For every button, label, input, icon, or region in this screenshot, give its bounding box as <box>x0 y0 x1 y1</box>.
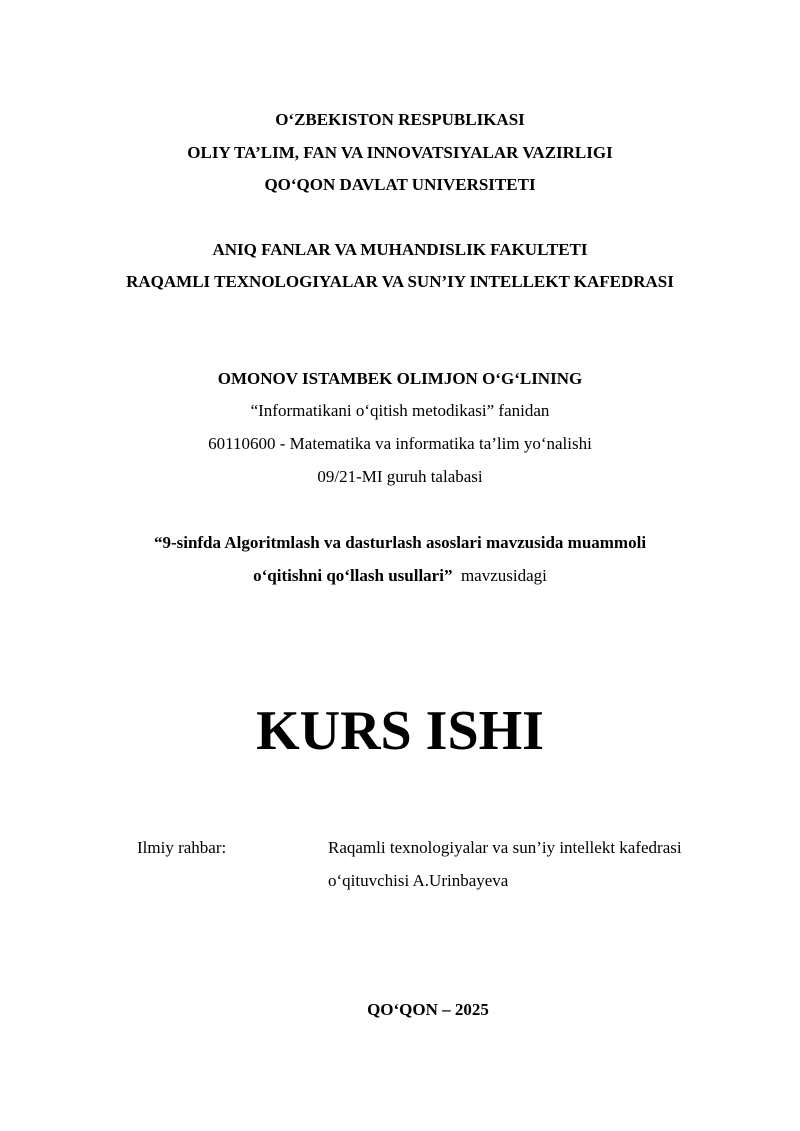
supervisor-line-1: Raqamli texnologiyalar va sun’iy intellekt kafedrasi <box>328 838 682 857</box>
student-group: 09/21-MI guruh talabasi <box>317 467 483 486</box>
student-subject: “Informatikani o‘qitish metodikasi” fanidan <box>250 401 550 420</box>
ministry-heading-line-2: OLIY TA’LIM, FAN VA INNOVATSIYALAR VAZIRLIGI <box>187 143 613 162</box>
department-name: RAQAMLI TEXNOLOGIYALAR VA SUN’IY INTELLEKT KAFEDRASI <box>126 272 674 291</box>
student-name: OMONOV ISTAMBEK OLIMJON O‘G‘LINING <box>217 369 583 388</box>
place-and-year: QO‘QON – 2025 <box>367 1000 489 1019</box>
topic-line-2 <box>0 566 800 586</box>
ministry-heading-line-1: O‘ZBEKISTON RESPUBLIKASI <box>275 110 525 129</box>
faculty-name: ANIQ FANLAR VA MUHANDISLIK FAKULTETI <box>212 240 588 259</box>
topic-line-2-suffix: mavzusidagi <box>460 566 547 585</box>
supervisor-line-2: o‘qituvchisi A.Urinbayeva <box>328 871 509 890</box>
document-title: KURS ISHI <box>256 700 544 762</box>
supervisor-label: Ilmiy rahbar: <box>137 838 227 857</box>
student-program: 60110600 - Matematika va informatika ta’lim yo‘nalishi <box>208 434 592 453</box>
topic-line-2-title: o‘qitishni qo‘llash usullari” <box>253 566 453 585</box>
university-name: QO‘QON DAVLAT UNIVERSITETI <box>264 175 536 194</box>
topic-line-1: “9-sinfda Algoritmlash va dasturlash asoslari mavzusida muammoli <box>153 533 647 552</box>
